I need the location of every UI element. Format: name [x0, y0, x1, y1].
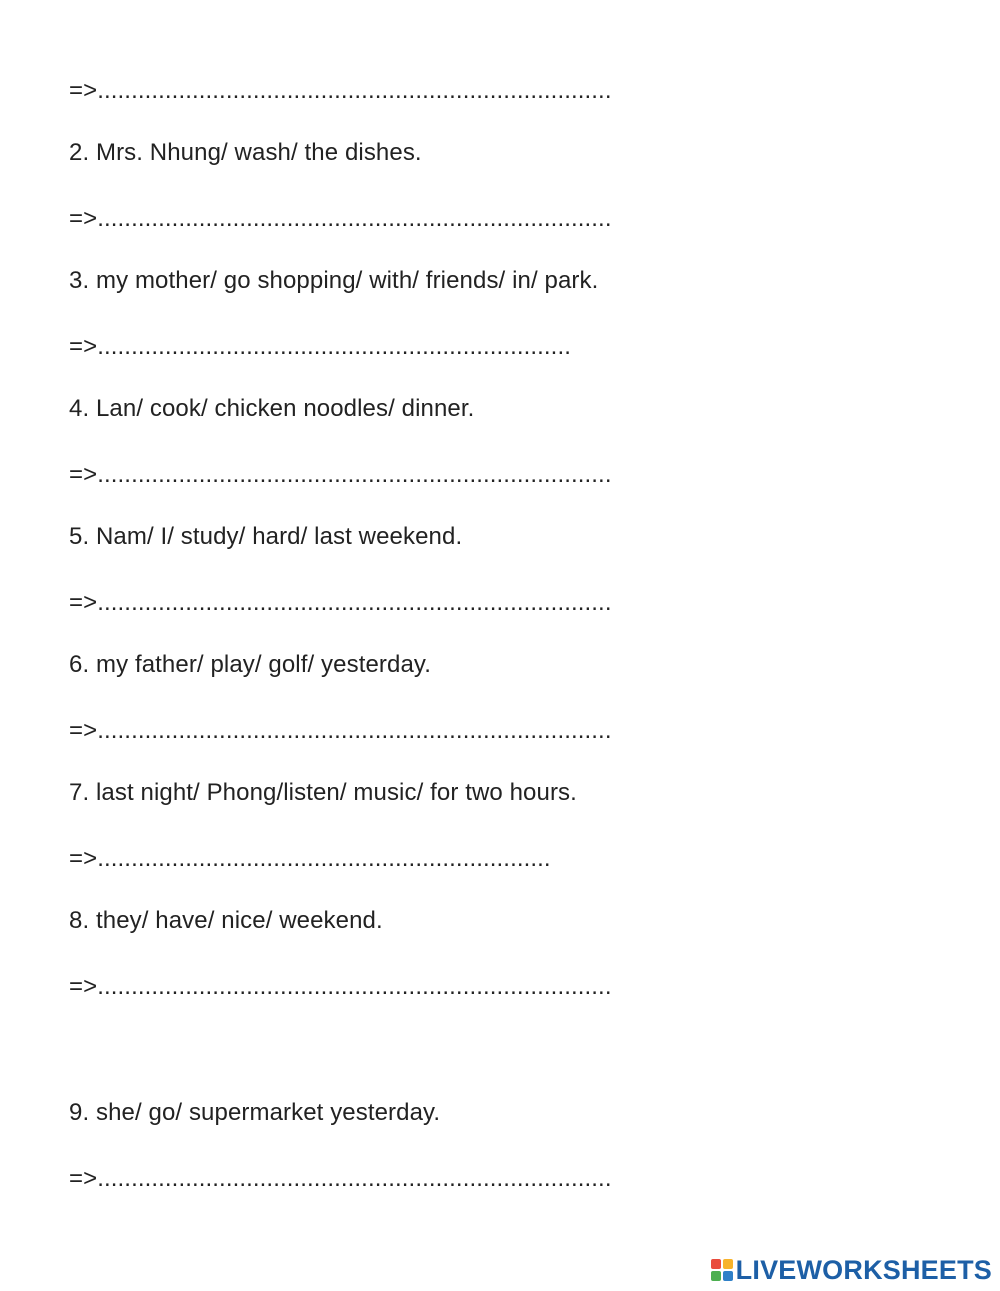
- answer-line-6[interactable]: [69, 716, 612, 746]
- question-4: 4. Lan/ cook/ chicken noodles/ dinner.: [69, 395, 475, 422]
- answer-prompt[interactable]: =>............................................................................: [69, 973, 612, 1000]
- answer-line-1[interactable]: [69, 76, 612, 106]
- answer-line-8[interactable]: [69, 972, 612, 1002]
- question-6: 6. my father/ play/ golf/ yesterday.: [69, 651, 431, 678]
- answer-prompt[interactable]: =>...................................................................: [69, 845, 551, 872]
- answer-line-9[interactable]: [69, 1164, 612, 1194]
- answer-line-4[interactable]: [69, 460, 612, 490]
- answer-prompt[interactable]: =>............................................................................: [69, 1165, 612, 1192]
- answer-prompt[interactable]: =>............................................................................: [69, 589, 612, 616]
- question-3: 3. my mother/ go shopping/ with/ friends/ in/ park.: [69, 267, 599, 294]
- logo-mark-icon: [711, 1259, 733, 1281]
- logo-square-green: [711, 1271, 721, 1281]
- question-9: 9. she/ go/ supermarket yesterday.: [69, 1099, 441, 1126]
- logo-square-red: [711, 1259, 721, 1269]
- answer-line-7[interactable]: [69, 844, 551, 874]
- answer-prompt[interactable]: =>............................................................................: [69, 461, 612, 488]
- answer-prompt[interactable]: =>............................................................................: [69, 205, 612, 232]
- answer-prompt[interactable]: =>............................................................................: [69, 77, 612, 104]
- answer-line-5[interactable]: [69, 588, 612, 618]
- liveworksheets-logo: [711, 1257, 992, 1283]
- answer-prompt[interactable]: =>............................................................................: [69, 717, 612, 744]
- question-2: 2. Mrs. Nhung/ wash/ the dishes.: [69, 139, 422, 166]
- question-5: 5. Nam/ I/ study/ hard/ last weekend.: [69, 523, 463, 550]
- question-7: 7. last night/ Phong/listen/ music/ for two hours.: [69, 779, 577, 806]
- answer-line-3[interactable]: [69, 332, 571, 362]
- logo-square-yellow: [723, 1259, 733, 1269]
- logo-square-blue: [723, 1271, 733, 1281]
- question-8: 8. they/ have/ nice/ weekend.: [69, 907, 383, 934]
- logo-text: LIVEWORKSHEETS: [735, 1255, 992, 1285]
- answer-prompt[interactable]: =>......................................................................: [69, 333, 571, 360]
- answer-line-2[interactable]: [69, 204, 612, 234]
